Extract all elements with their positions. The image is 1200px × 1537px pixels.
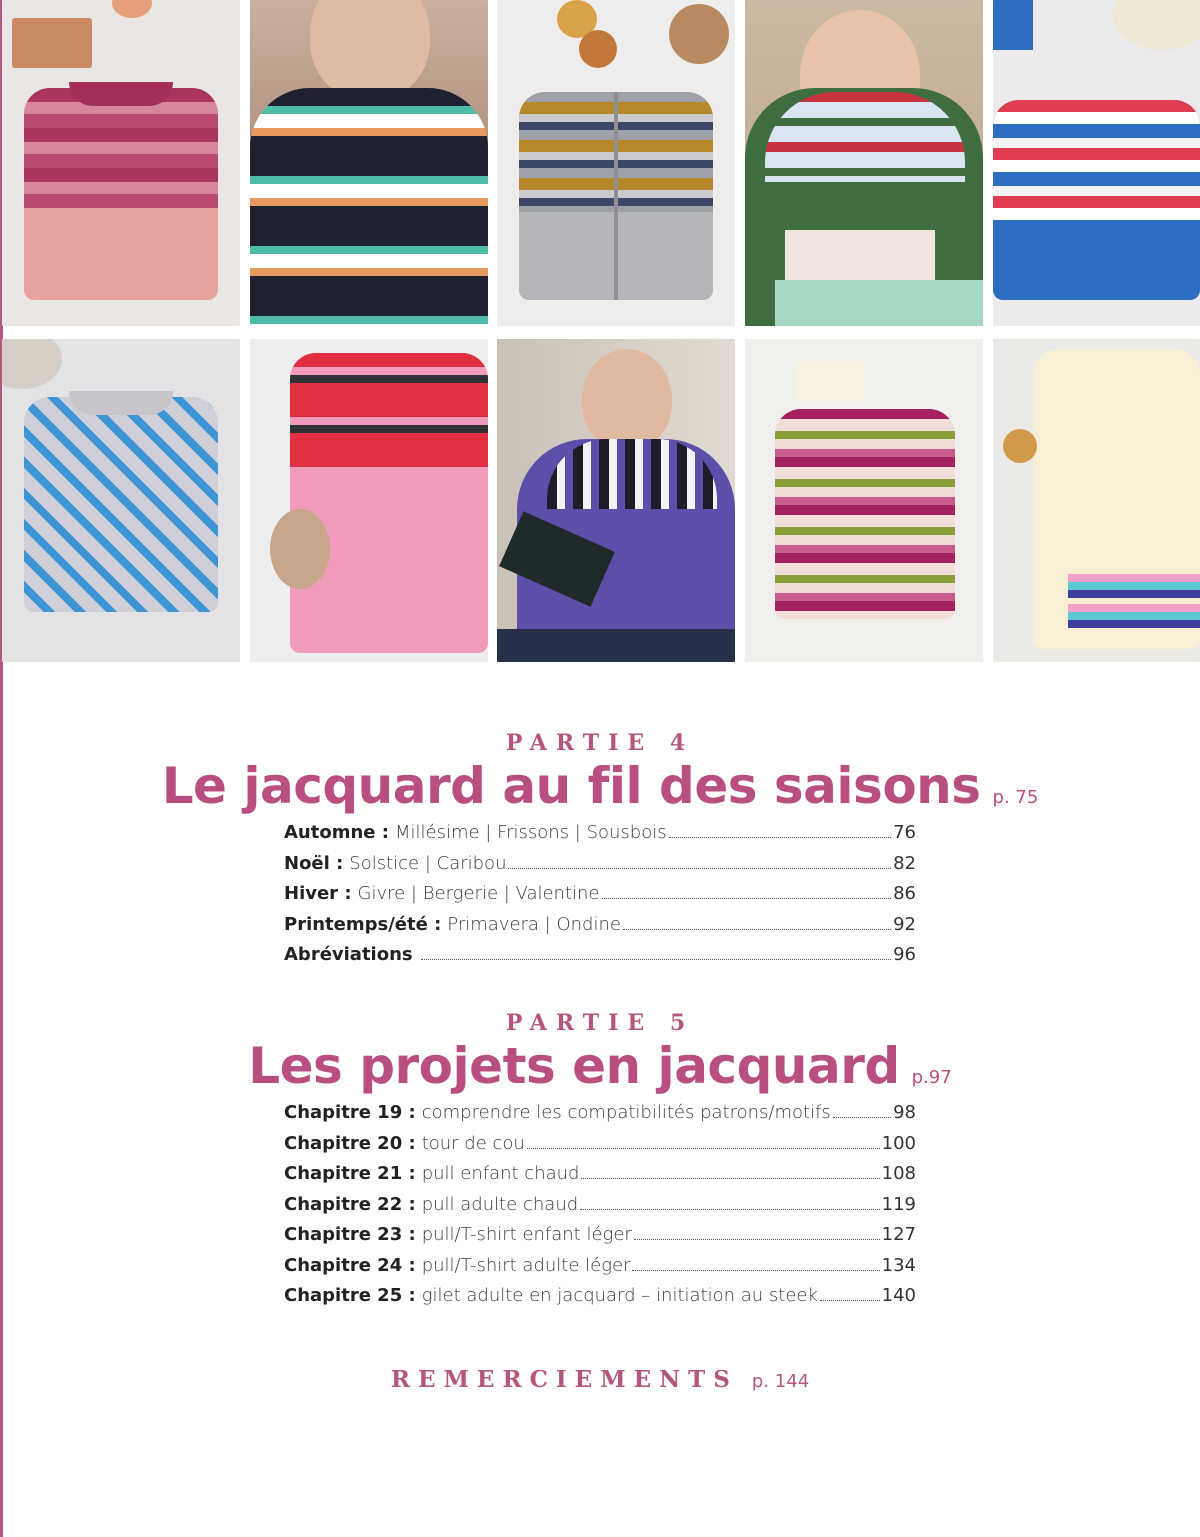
toc-entry[interactable]: [284, 1194, 916, 1225]
toc-entry-key: Chapitre 20 :: [284, 1132, 416, 1154]
toc-entry-text: Givre | Bergerie | Valentine: [357, 883, 600, 904]
toc-entry-page: 86: [893, 883, 916, 904]
toc-entry-key: Hiver :: [284, 883, 352, 904]
toc-entry-page: 119: [881, 1193, 916, 1215]
toc-entry[interactable]: [284, 883, 916, 914]
toc-entry[interactable]: [284, 853, 916, 884]
thanks-page: p. 144: [751, 1371, 810, 1392]
toc-entry-page: 92: [893, 913, 916, 935]
part5-label: PARTIE 5: [505, 1010, 695, 1036]
photo-tile: [2, 339, 240, 662]
photo-tile: [745, 339, 983, 662]
toc-entry-key: Abréviations: [284, 944, 413, 965]
toc-entry-page: 127: [881, 1224, 916, 1245]
toc-leader-dots: [634, 1239, 880, 1240]
child-face: [310, 0, 430, 100]
photo-tile: [250, 0, 488, 326]
toc-entry[interactable]: [284, 1133, 916, 1164]
toc-leader-dots: [602, 898, 892, 899]
toc-entry-text: pull/T-shirt adulte léger: [421, 1254, 631, 1276]
teddy-icon: [270, 509, 330, 589]
toc-entry-page: 98: [893, 1102, 916, 1123]
toc-entry[interactable]: [284, 1102, 916, 1133]
toc-entry-page: 82: [893, 852, 916, 874]
thanks-heading[interactable]: [0, 1366, 1200, 1393]
photo-grid: [0, 0, 1200, 662]
part4-title-text: Le jacquard au fil des saisons: [161, 757, 981, 815]
toc-entry-text: comprendre les compatibilités patrons/motifs: [421, 1102, 831, 1123]
toc-entry[interactable]: [284, 1163, 916, 1194]
thanks-label: REMERCIEMENTS: [390, 1366, 738, 1393]
toc-entry[interactable]: [284, 914, 916, 945]
toc-entry-page: 140: [881, 1285, 916, 1306]
toc-entry-page: 76: [893, 822, 916, 843]
toc-entry-key: Printemps/été :: [284, 913, 442, 935]
toc-leader-dots: [527, 1148, 880, 1149]
toc-entry-text: Millésime | Frissons | Sousbois: [394, 822, 667, 843]
part5-toc: [284, 1102, 916, 1316]
part4-title: [0, 757, 1200, 815]
toc-entry-key: Chapitre 22 :: [284, 1193, 416, 1215]
toc-entry-key: Automne :: [284, 822, 389, 843]
toc-entry-key: Chapitre 23 :: [284, 1224, 416, 1245]
toc-leader-dots: [581, 1178, 879, 1179]
toc-entry-page: 96: [893, 944, 916, 965]
toc-entry-key: Chapitre 21 :: [284, 1163, 416, 1184]
toc-entry-text: pull adulte chaud: [421, 1193, 579, 1215]
toc-leader-dots: [580, 1209, 879, 1210]
toc-entry-key: Chapitre 24 :: [284, 1254, 416, 1276]
toc-entry-page: 134: [881, 1254, 916, 1276]
toc-leader-dots: [508, 868, 891, 869]
toc-entry-text: Solstice | Caribou: [349, 852, 507, 874]
toc-entry-page: 100: [881, 1132, 916, 1154]
part5-page: p.97: [911, 1067, 952, 1088]
toc-entry-key: Chapitre 25 :: [284, 1285, 416, 1306]
toc-leader-dots: [623, 929, 891, 930]
toc-entry[interactable]: [284, 944, 916, 975]
part5-title: [0, 1037, 1200, 1095]
toc-entry-key: Noël :: [284, 852, 344, 874]
toc-leader-dots: [833, 1117, 891, 1118]
photo-tile: [993, 0, 1200, 326]
toc-entry[interactable]: [284, 1255, 916, 1286]
toc-leader-dots: [421, 959, 891, 960]
part4-toc: [284, 822, 916, 975]
toc-leader-dots: [669, 837, 891, 838]
toc-leader-dots: [820, 1300, 880, 1301]
toc-entry-text: pull/T-shirt enfant léger: [421, 1224, 632, 1245]
toc-entry[interactable]: [284, 1285, 916, 1316]
part4-page: p. 75: [992, 787, 1039, 808]
toc-entry-page: 108: [881, 1163, 916, 1184]
toc-entry-text: gilet adulte en jacquard – initiation au steek: [421, 1285, 818, 1306]
toc-entry-key: Chapitre 19 :: [284, 1102, 416, 1123]
toc-entry[interactable]: [284, 822, 916, 853]
toc-entry-text: pull enfant chaud: [421, 1163, 580, 1184]
part5-title-text: Les projets en jacquard: [248, 1037, 900, 1095]
photo-tile: [497, 339, 735, 662]
toc-leader-dots: [632, 1270, 879, 1271]
photo-tile: [745, 0, 983, 326]
toc-entry-text: tour de cou: [421, 1132, 525, 1154]
photo-tile: [497, 0, 735, 326]
toc-entry[interactable]: [284, 1224, 916, 1255]
photo-tile: [993, 339, 1200, 662]
photo-tile: [2, 0, 240, 326]
woman-face: [582, 349, 672, 449]
part4-label: PARTIE 4: [505, 730, 695, 756]
toc-entry-text: Primavera | Ondine: [447, 913, 621, 935]
photo-tile: [250, 339, 488, 662]
